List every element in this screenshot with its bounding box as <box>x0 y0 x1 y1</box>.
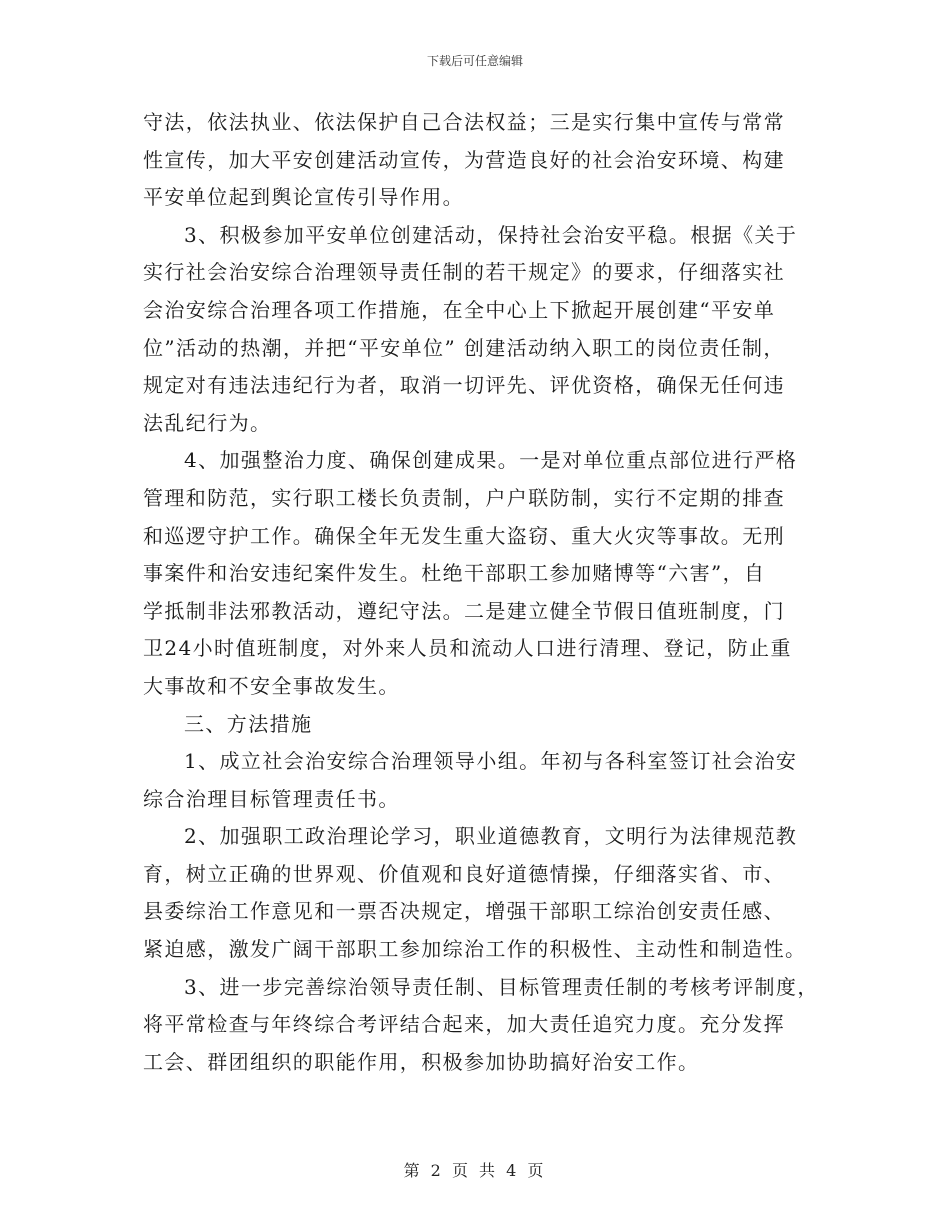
text-line: 性宣传，加大平安创建活动宣传，为营造良好的社会治安环境、构建 <box>143 147 785 172</box>
page-number: 第 2 页 共 4 页 <box>403 1161 547 1180</box>
text-line: 紧迫感，激发广阔干部职工参加综治工作的积极性、主动性和制造性。 <box>143 937 807 962</box>
text-line: 2、加强职工政治理论学习，职业道德教育，文明行为法律规范教 <box>184 824 798 849</box>
text-line: 事案件和治安违纪案件发生。杜绝干部职工参加赌博等“六害”，自 <box>143 561 766 586</box>
text-line: 3、进一步完善综治领导责任制、目标管理责任制的考核考评制度， <box>184 974 819 999</box>
text-line: 1、成立社会治安综合治理领导小组。年初与各科室签订社会治安 <box>184 749 798 774</box>
text-line: 县委综治工作意见和一票否决规定，增强干部职工综治创安责任感、 <box>143 899 785 924</box>
text-line: 工会、群团组织的职能作用，积极参加协助搞好治安工作。 <box>143 1049 700 1074</box>
header-note: 下载后可任意编辑 <box>426 54 523 68</box>
text-line: 管理和防范，实行职工楼长负责制，户户联防制，实行不定期的排查 <box>143 485 785 510</box>
text-line: 将平常检查与年终综合考评结合起来，加大责任追究力度。充分发挥 <box>143 1012 785 1037</box>
text-line: 卫24小时值班制度，对外来人员和流动人口进行清理、登记，防止重 <box>143 636 792 661</box>
text-line: 会治安综合治理各项工作措施，在全中心上下掀起开展创建“平安单 <box>143 297 776 322</box>
text-line: 育，树立正确的世界观、价值观和良好道德情操，仔细落实省、市、 <box>143 861 785 886</box>
text-line: 3、积极参加平安单位创建活动，保持社会治安平稳。根据《关于 <box>184 222 798 247</box>
document-body <box>143 104 823 1081</box>
text-line: 和巡逻守护工作。确保全年无发生重大盗窃、重大火灾等事故。无刑 <box>143 523 785 548</box>
text-line: 实行社会治安综合治理领导责任制的若干规定》的要求，仔细落实社 <box>143 260 785 285</box>
text-line: 学抵制非法邪教活动，遵纪守法。二是建立健全节假日值班制度，门 <box>143 598 785 623</box>
text-line: 守法，依法执业、依法保护自己合法权益；三是实行集中宣传与常常 <box>143 110 785 134</box>
section-heading: 三、方法措施 <box>184 711 313 736</box>
text-line: 4、加强整治力度、确保创建成果。一是对单位重点部位进行严格 <box>184 448 798 473</box>
text-line: 综合治理目标管理责任书。 <box>143 786 400 811</box>
text-line: 规定对有违法违纪行为者，取消一切评先、评优资格，确保无任何违 <box>143 373 785 398</box>
text-line: 法乱纪行为。 <box>143 410 272 435</box>
text-line: 平安单位起到舆论宣传引导作用。 <box>143 185 464 210</box>
text-line: 位”活动的热潮，并把“平安单位” 创建活动纳入职工的岗位责任制， <box>143 335 785 360</box>
text-line: 大事故和不安全事故发生。 <box>143 673 400 698</box>
